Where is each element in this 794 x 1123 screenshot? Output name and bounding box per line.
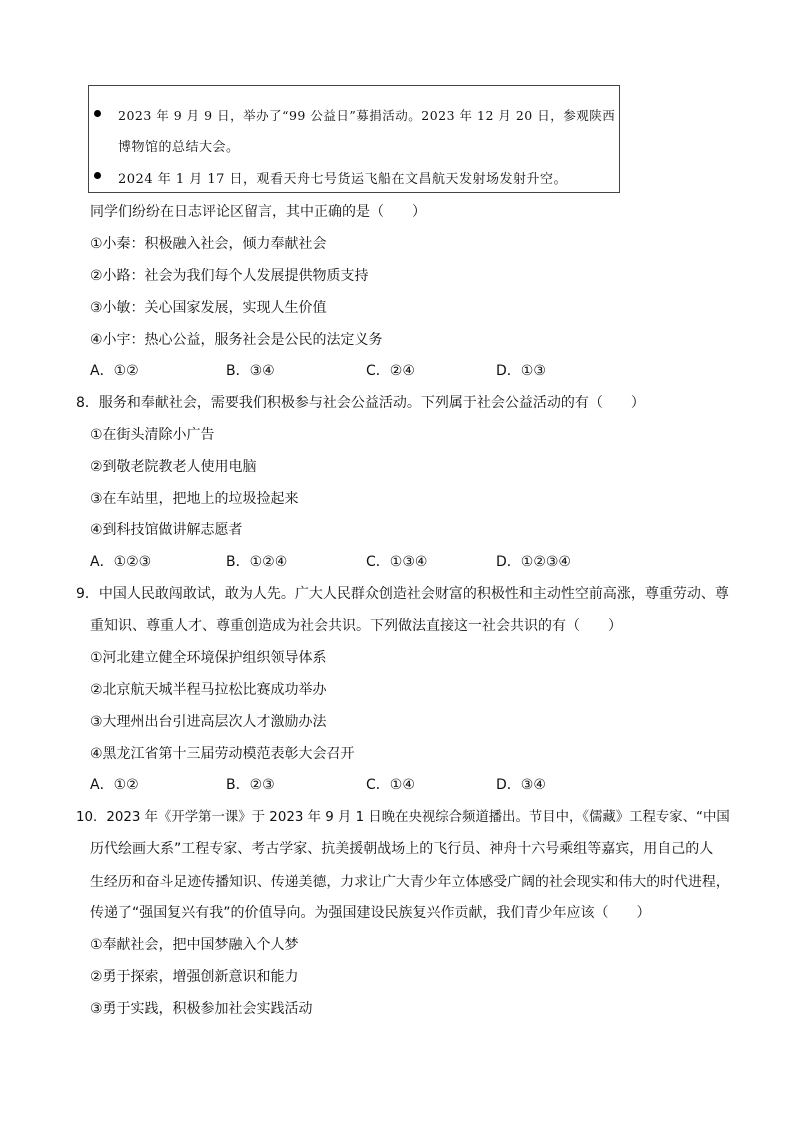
q8-item-1: ①在街头清除小广告 bbox=[90, 427, 215, 443]
q10-stem-line-2: 历代绘画大系”工程专家、考古学家、抗美援朝战场上的飞行员、神舟十六号乘组等嘉宾，用自己的人 bbox=[90, 841, 714, 857]
option-d[interactable]: D．①②③④ bbox=[496, 554, 571, 570]
q9-stem-line-2: 重知识、尊重人才、尊重创造成为社会共识。下列做法直接这一社会共识的有（ ） bbox=[90, 618, 622, 634]
q8-item-3: ③在车站里，把地上的垃圾捡起来 bbox=[90, 491, 299, 507]
option-a[interactable]: A．①② bbox=[90, 777, 139, 793]
q10-stem-line-1: 10．2023 年《开学第一课》于 2023 年 9 月 1 日晚在央视综合频道播出。节目中，《儒藏》工程专家、“中国 bbox=[76, 810, 730, 825]
q10-item-2: ②勇于探索，增强创新意识和能力 bbox=[90, 969, 299, 985]
q10-item-1: ①奉献社会，把中国梦融入个人梦 bbox=[90, 937, 299, 953]
option-c[interactable]: C．①④ bbox=[366, 777, 415, 793]
option-c[interactable]: C．①③④ bbox=[366, 554, 428, 570]
q10-item-3: ③勇于实践，积极参加社会实践活动 bbox=[90, 1001, 313, 1017]
q7-item-4: ④小宇：热心公益，服务社会是公民的法定义务 bbox=[90, 332, 383, 348]
option-b[interactable]: B．①②④ bbox=[226, 554, 288, 570]
q8-item-2: ②到敬老院教老人使用电脑 bbox=[90, 459, 257, 475]
q10-stem-line-4: 传递了“强国复兴有我”的价值导向。为强国建设民族复兴作贡献，我们青少年应该（ ） bbox=[90, 905, 651, 921]
q9-stem-line-1: 9．中国人民敢闯敢试，敢为人先。广大人民群众创造社会财富的积极性和主动性空前高涨，尊重劳动、尊 bbox=[76, 586, 729, 602]
q10-stem-line-3: 生经历和奋斗足迹传播知识、传递美德，力求让广大青少年立体感受广阔的社会现实和伟大的时代进程， bbox=[90, 874, 730, 890]
q9-item-2: ②北京航天城半程马拉松比赛成功举办 bbox=[90, 682, 327, 698]
event-list-box bbox=[88, 85, 620, 193]
bullet-text: 博物馆的总结大会。 bbox=[118, 140, 240, 155]
bullet-text: 2023 年 9 月 9 日，举办了“99 公益日”募捐活动。2023 年 12 月 20 日，参观陕西 bbox=[118, 108, 616, 123]
bullet-text: 2024 年 1 月 17 日，观看天舟七号货运飞船在文昌航天发射场发射升空。 bbox=[118, 172, 568, 187]
bullet-dot-icon bbox=[94, 172, 101, 179]
q7-item-1: ①小秦：积极融入社会，倾力奉献社会 bbox=[90, 236, 327, 252]
option-d[interactable]: D．①③ bbox=[496, 363, 546, 379]
q7-item-2: ②小路：社会为我们每个人发展提供物质支持 bbox=[90, 268, 369, 284]
option-b[interactable]: B．③④ bbox=[226, 363, 275, 379]
option-b[interactable]: B．②③ bbox=[226, 777, 275, 793]
option-c[interactable]: C．②④ bbox=[366, 363, 415, 379]
q8-item-4: ④到科技馆做讲解志愿者 bbox=[90, 522, 243, 538]
q9-item-4: ④黑龙江省第十三届劳动模范表彰大会召开 bbox=[90, 746, 355, 762]
q9-item-1: ①河北建立健全环境保护组织领导体系 bbox=[90, 650, 327, 666]
q7-item-3: ③小敏：关心国家发展，实现人生价值 bbox=[90, 300, 327, 316]
bullet-dot-icon bbox=[94, 110, 101, 117]
q8-stem: 8．服务和奉献社会，需要我们积极参与社会公益活动。下列属于社会公益活动的有（ ） bbox=[76, 395, 645, 411]
q7-stem: 同学们纷纷在日志评论区留言，其中正确的是（ ） bbox=[90, 204, 426, 220]
q9-item-3: ③大理州出台引进高层次人才激励办法 bbox=[90, 714, 327, 730]
option-a[interactable]: A．①② bbox=[90, 363, 139, 379]
option-a[interactable]: A．①②③ bbox=[90, 554, 152, 570]
option-d[interactable]: D．③④ bbox=[496, 777, 546, 793]
